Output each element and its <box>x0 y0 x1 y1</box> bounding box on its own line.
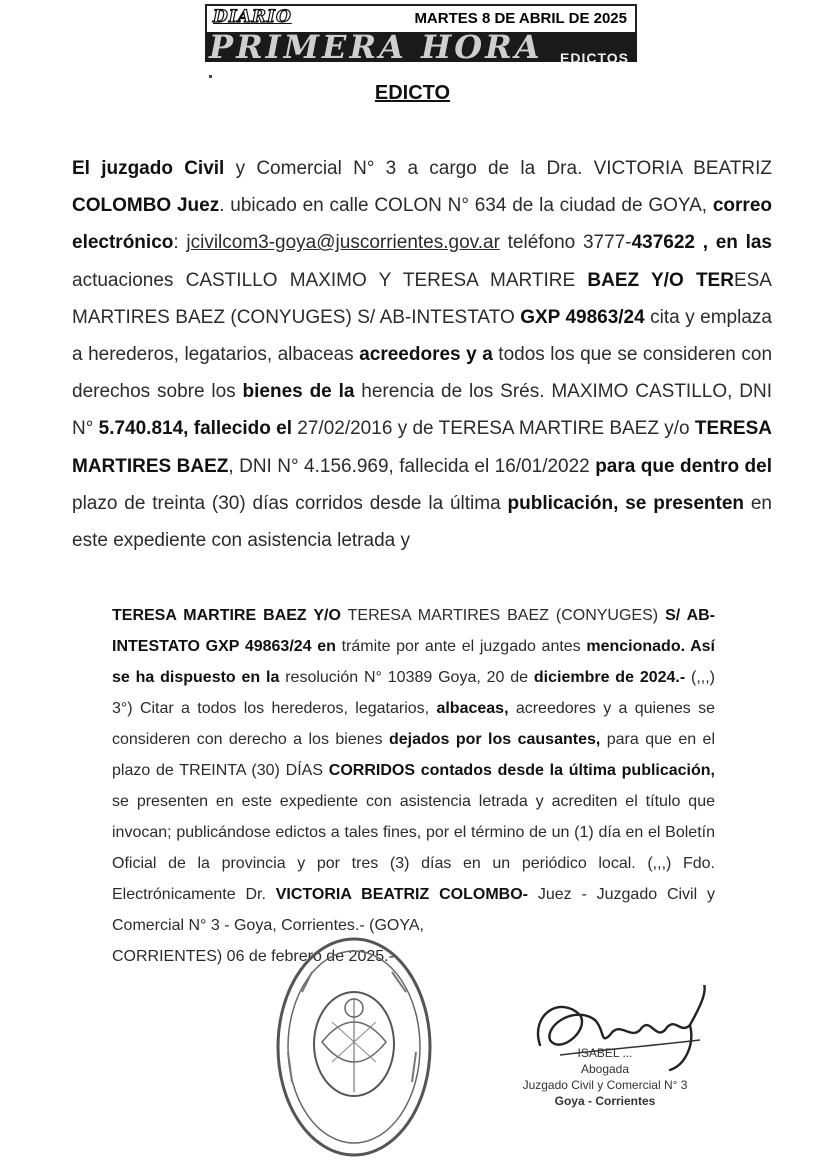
text-bold: correo electrónico <box>72 195 772 254</box>
text: en este expediente con asistencia letrada y <box>72 492 772 552</box>
text-bold: acreedores y a <box>359 344 493 366</box>
text: 27/02/2016 y de TERESA MARTIRE BAEZ y/o <box>291 418 695 440</box>
text-bold: VICTORIA BEATRIZ COLOMBO- <box>275 886 528 903</box>
text-bold: publicación, se presenten <box>507 492 745 514</box>
text-bold: mencionado. Así se ha dispuesto en la <box>112 638 716 686</box>
text: ESA MARTIRES BAEZ (CONYUGES) S/ AB-INTESTATO <box>72 269 772 328</box>
text-bold: CORRIDOS contados desde la última publicación, <box>328 762 715 779</box>
text-bold: TERESA MARTIRES BAEZ <box>72 418 772 477</box>
masthead <box>205 4 637 62</box>
text: : <box>173 232 187 254</box>
text-bold: albaceas, <box>436 700 509 717</box>
text-bold: para que dentro del <box>595 455 772 477</box>
page-title: EDICTO <box>374 82 451 104</box>
text-bold: dejados por los causantes, <box>388 731 601 748</box>
text: TERESA MARTIRES BAEZ (CONYUGES) <box>340 607 666 624</box>
text-bold: GXP 49863/24 <box>520 306 645 328</box>
section-label: EDICTOS <box>560 50 629 62</box>
signer-court: Juzgado Civil y Comercial N° 3 <box>522 1078 688 1092</box>
text: CORRIENTES) 06 de febrero de 2025.- <box>112 948 394 965</box>
text: se presenten en este expediente con asistencia letrada y acrediten el título que invocan; publicándose edictos a tales fines, por el término de un (1) día en el Boletín Oficial de la provincia y por tres (3) días en un periódico local. (,,,) Fdo. Electrónicamente Dr. <box>112 793 715 903</box>
text-bold: BAEZ Y/O TER <box>587 269 734 291</box>
speck <box>209 75 212 78</box>
text: teléfono 3777- <box>499 232 632 254</box>
signer-title: Abogada <box>580 1062 630 1076</box>
signature-block <box>490 1045 720 1109</box>
text: herencia de los Srés. MAXIMO CASTILLO, DNI N° <box>72 381 772 440</box>
text: para que en el plazo de TREINTA (30) DÍAS <box>112 731 716 779</box>
text: acreedores y a quienes se consideren con derecho a los bienes <box>112 700 716 748</box>
masthead-top <box>205 4 637 32</box>
text-bold: S/ AB-INTESTATO GXP 49863/24 en <box>112 607 716 655</box>
signer-city: Goya - Corrientes <box>554 1094 656 1108</box>
text: y Comercial N° 3 a cargo de la Dra. VICTORIA BEATRIZ <box>224 158 773 179</box>
signer-name: ISABEL ... <box>577 1046 633 1060</box>
text: (,,,) 3°) Citar a todos los herederos, legatarios, <box>112 669 716 717</box>
text: plazo de treinta (30) días corridos desde la última <box>72 492 508 514</box>
brand-title: PRIMERA HORA <box>209 32 543 62</box>
text-bold: 5.740.814, fallecido el <box>98 418 292 440</box>
text: actuaciones CASTILLO MAXIMO Y TERESA MARTIRE <box>72 269 588 291</box>
text-bold: El juzgado Civil <box>72 158 225 179</box>
edict-paragraph-resolution <box>112 600 715 972</box>
text-bold: TERESA MARTIRE BAEZ Y/O <box>112 607 341 624</box>
text: resolución N° 10389 Goya, 20 de <box>279 669 534 686</box>
court-seal <box>272 932 437 1162</box>
text: Juez - Juzgado Civil y Comercial N° 3 - Goya, Corrientes.- (GOYA, <box>112 886 715 934</box>
masthead-bar <box>205 32 637 62</box>
text-bold: COLOMBO Juez <box>72 195 220 217</box>
text: . ubicado en calle COLON N° 634 de la ciudad de GOYA, <box>219 195 713 217</box>
text: cita y emplaza a herederos, legatarios, albaceas <box>72 306 772 366</box>
text: trámite por ante el juzgado antes <box>335 638 587 655</box>
text-bold: bienes de la <box>242 381 355 403</box>
email-link[interactable]: jcivilcom3-goya@juscorrientes.gov.ar <box>186 232 500 254</box>
edict-paragraph-main <box>72 150 772 559</box>
text-bold: 437622 , en las <box>631 232 773 254</box>
text: , DNI N° 4.156.969, fallecida el 16/01/2022 <box>228 455 596 477</box>
publication-date: MARTES 8 DE ABRIL DE 2025 <box>414 10 627 27</box>
text: todos los que se consideren con derechos sobre los <box>72 344 773 403</box>
text-bold: diciembre de 2024.- <box>533 669 686 686</box>
brand-top: DIARIO <box>213 7 292 27</box>
